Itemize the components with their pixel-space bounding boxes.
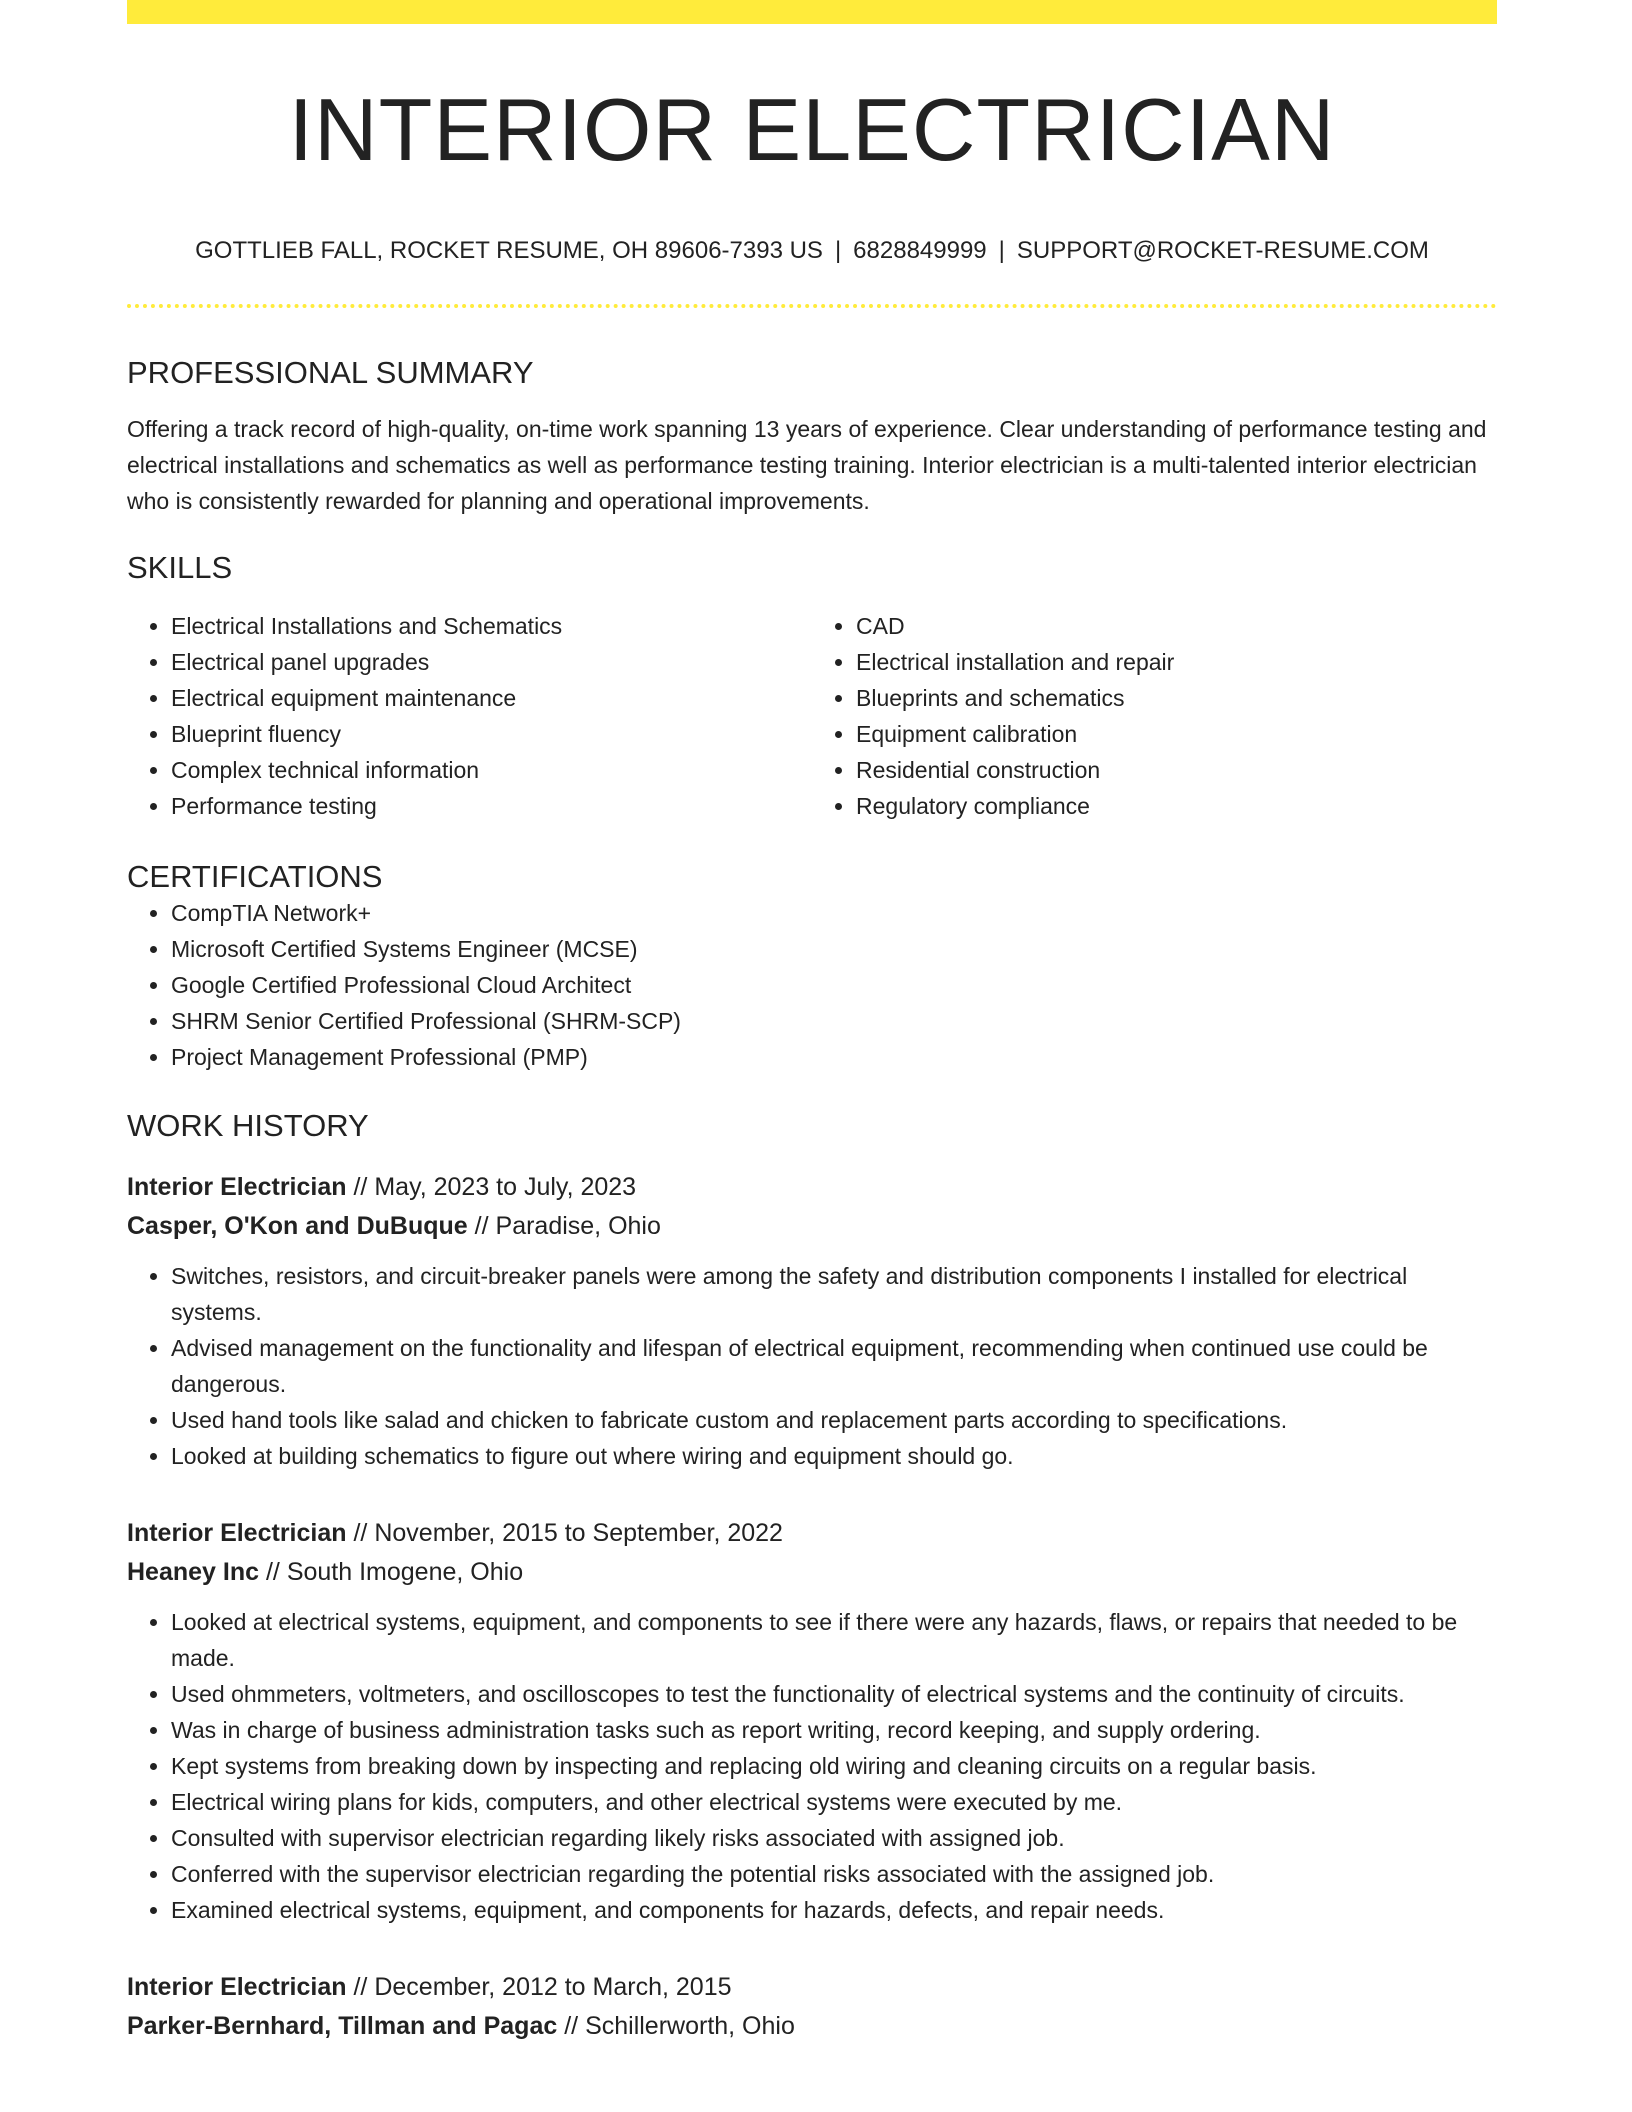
certification-item: • SHRM Senior Certified Professional (SHRM-SCP) (171, 1003, 1497, 1039)
job-bullet: • Examined electrical systems, equipment, and components for hazards, defects, and repair needs. (171, 1892, 1497, 1928)
job-dates: November, 2015 to September, 2022 (374, 1519, 783, 1548)
section-title-certifications: CERTIFICATIONS (127, 858, 383, 894)
job-bullet: • Kept systems from breaking down by inspecting and replacing old wiring and cleaning circuits on a regular basis. (171, 1748, 1497, 1784)
job-role-line (127, 1968, 1497, 2007)
skill-item: • Equipment calibration (856, 716, 1497, 752)
dotted-divider (127, 304, 1497, 308)
job-dates: May, 2023 to July, 2023 (374, 1173, 637, 1202)
job-role: Interior Electrician (127, 1173, 347, 1202)
contact-phone: 6828849999 (853, 236, 987, 264)
summary-text: Offering a track record of high-quality, on-time work spanning 13 years of experience. Clear understanding of performance testing and electrical installations and schematics as well as performance testing training. Interior electrician is a multi-talented interior electrician who is consistently rewarded for planning and operational improvements. (127, 415, 1487, 514)
skill-item: • Electrical panel upgrades (171, 644, 812, 680)
certifications-list (127, 895, 1497, 1075)
skill-item: • CAD (856, 608, 1497, 644)
job-entry (127, 1168, 1497, 1474)
job-bullet: • Consulted with supervisor electrician regarding likely risks associated with assigned job. (171, 1820, 1497, 1856)
section-title-work-history: WORK HISTORY (127, 1108, 369, 1144)
job-bullet: • Switches, resistors, and circuit-breaker panels were among the safety and distribution components I installed for electrical systems. (171, 1258, 1497, 1330)
certification-item: • Project Management Professional (PMP) (171, 1039, 1497, 1075)
job-dates: December, 2012 to March, 2015 (374, 1973, 732, 2002)
job-role: Interior Electrician (127, 1973, 347, 2002)
certification-item: • Google Certified Professional Cloud Architect (171, 967, 1497, 1003)
job-entry (127, 1514, 1497, 1928)
skill-item: • Blueprint fluency (171, 716, 812, 752)
job-bullet: • Used ohmmeters, voltmeters, and oscilloscopes to test the functionality of electrical systems and the continuity of circuits. (171, 1676, 1497, 1712)
job-divider: // (353, 1973, 368, 2002)
job-location: South Imogene, Ohio (286, 1558, 524, 1587)
certification-item: • Microsoft Certified Systems Engineer (MCSE) (171, 931, 1497, 967)
skill-item: • Blueprints and schematics (856, 680, 1497, 716)
skill-item: • Electrical installation and repair (856, 644, 1497, 680)
contact-separator: | (834, 236, 842, 264)
certification-item: • CompTIA Network+ (171, 895, 1497, 931)
job-divider: // (474, 1212, 489, 1241)
skills-list-right (812, 608, 1497, 824)
job-bullets (127, 1258, 1497, 1474)
job-company: Casper, O'Kon and DuBuque (127, 1212, 468, 1241)
contact-address: GOTTLIEB FALL, ROCKET RESUME, OH 89606-7393 US (195, 236, 823, 264)
job-divider: // (564, 2012, 579, 2041)
job-bullets (127, 1604, 1497, 1928)
job-bullet: • Conferred with the supervisor electrician regarding the potential risks associated with the assigned job. (171, 1856, 1497, 1892)
job-divider: // (353, 1519, 368, 1548)
job-role: Interior Electrician (127, 1519, 347, 1548)
skill-item: • Electrical equipment maintenance (171, 680, 812, 716)
skills-list-left (127, 608, 812, 824)
job-company-line (127, 1207, 1497, 1246)
contact-email: SUPPORT@ROCKET-RESUME.COM (1016, 236, 1429, 264)
skill-item: • Residential construction (856, 752, 1497, 788)
skill-item: • Complex technical information (171, 752, 812, 788)
job-role-line (127, 1514, 1497, 1553)
job-company: Parker-Bernhard, Tillman and Pagac (127, 2012, 558, 2041)
accent-top-bar (127, 0, 1497, 24)
job-bullet: • Was in charge of business administration tasks such as report writing, record keeping, and supply ordering. (171, 1712, 1497, 1748)
job-bullet: • Used hand tools like salad and chicken to fabricate custom and replacement parts according to specifications. (171, 1402, 1497, 1438)
job-role-line (127, 1168, 1497, 1207)
job-company-line (127, 2007, 1497, 2046)
job-location: Schillerworth, Ohio (585, 2012, 795, 2041)
resume-page (127, 0, 1497, 2046)
job-bullet: • Looked at electrical systems, equipment, and components to see if there were any hazards, flaws, or repairs that needed to be made. (171, 1604, 1497, 1676)
job-divider: // (265, 1558, 280, 1587)
skill-item: • Regulatory compliance (856, 788, 1497, 824)
job-company-line (127, 1553, 1497, 1592)
job-bullet: • Looked at building schematics to figure out where wiring and equipment should go. (171, 1438, 1497, 1474)
job-company: Heaney Inc (127, 1558, 260, 1587)
contact-line (127, 237, 1497, 266)
skill-item: • Electrical Installations and Schematics (171, 608, 812, 644)
section-title-summary: PROFESSIONAL SUMMARY (127, 354, 534, 390)
job-divider: // (353, 1173, 368, 1202)
contact-separator: | (998, 236, 1005, 264)
skills-columns (127, 608, 1497, 824)
job-bullet: • Advised management on the functionality and lifespan of electrical equipment, recommending when continued use could be dangerous. (171, 1330, 1497, 1402)
job-entry (127, 1968, 1497, 2046)
job-bullet: • Electrical wiring plans for kids, computers, and other electrical systems were executed by me. (171, 1784, 1497, 1820)
resume-title: INTERIOR ELECTRICIAN (288, 80, 1336, 179)
section-title-skills: SKILLS (127, 549, 233, 585)
skill-item: • Performance testing (171, 788, 812, 824)
job-location: Paradise, Ohio (495, 1212, 661, 1241)
